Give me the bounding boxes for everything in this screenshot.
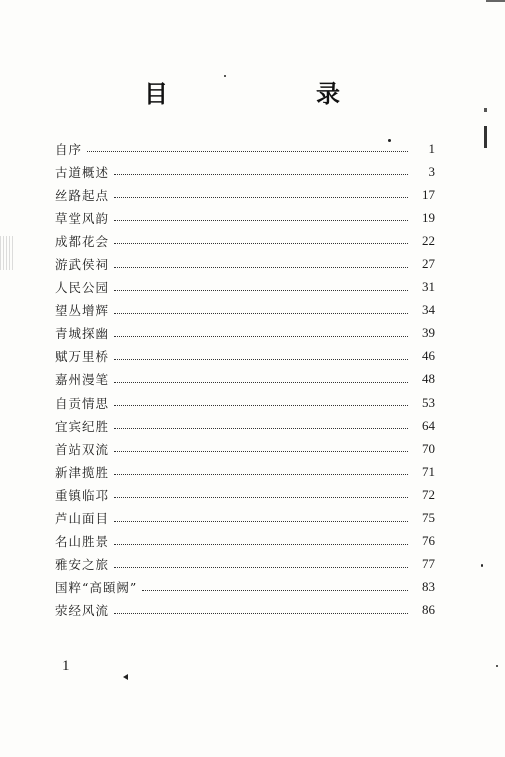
toc-entry-page: 46 [422,348,435,364]
toc-leader-dots [114,197,408,198]
toc-leader-dots [114,382,408,383]
toc-entry-title: 雅安之旅 [55,557,110,573]
toc-entry-title: 芦山面目 [55,511,110,527]
scan-speck [224,75,226,77]
toc-entry-page: 64 [422,417,435,433]
toc-leader-dots [114,428,408,429]
toc-entry [55,345,435,368]
toc-leader-dots [114,405,408,406]
toc-entry-page: 1 [428,140,435,156]
toc-entry-page: 72 [422,486,435,502]
toc-leader-dots [114,267,408,268]
toc-entry-title: 赋万里桥 [55,349,110,365]
toc-entry [55,460,435,483]
scan-margin-mark [484,108,487,148]
toc-entry-page: 19 [422,209,435,225]
toc-entry-title: 古道概述 [55,164,110,180]
toc-entry [55,530,435,553]
toc-entry-page: 71 [422,463,435,479]
toc-leader-dots [114,613,408,614]
toc-entry-page: 22 [422,232,435,248]
toc-entry-title: 自贡情思 [55,395,110,411]
page-title [0,74,505,108]
toc-entry [55,599,435,622]
toc-entry-title: 重镇临邛 [55,487,110,503]
toc-leader-dots [87,151,408,152]
toc-entry [55,229,435,252]
toc-entry-page: 17 [422,186,435,202]
toc-entry-page: 83 [422,579,435,595]
toc-leader-dots [114,544,408,545]
toc-entry [55,437,435,460]
toc-entry-title: 荥经风流 [55,603,110,619]
toc-entry-title: 嘉州漫笔 [55,372,110,388]
toc-leader-dots [114,359,408,360]
toc-entry-title: 宜宾纪胜 [55,418,110,434]
toc-entry-page: 76 [422,533,435,549]
toc-entry-page: 31 [422,279,435,295]
page-number: 1 [62,658,70,674]
toc-entry [55,483,435,506]
toc-leader-dots [114,243,408,244]
toc-entry-page: 48 [422,371,435,387]
scan-binding-shadow [0,236,14,270]
title-char-right: 录 [316,79,340,108]
toc-entry-title: 新津揽胜 [55,464,110,480]
scan-speck [388,139,391,142]
toc-leader-dots [142,590,408,591]
scan-speck-arrow [123,674,128,680]
toc-leader-dots [114,313,408,314]
toc-leader-dots [114,220,408,221]
toc-entry-title: 游武侯祠 [55,257,110,273]
toc-entry-title: 成都花会 [55,233,110,249]
toc-entry [55,206,435,229]
scan-speck [496,665,498,667]
toc-entry-title: 自序 [55,141,83,157]
toc-entry [55,137,435,160]
toc-entry-page: 27 [422,256,435,272]
toc-leader-dots [114,521,408,522]
toc-entry-page: 34 [422,302,435,318]
toc-entry-page: 77 [422,556,435,572]
toc-leader-dots [114,174,408,175]
toc-entry-title: 首站双流 [55,441,110,457]
toc-entry [55,160,435,183]
toc-leader-dots [114,497,408,498]
toc-leader-dots [114,451,408,452]
toc-entry-page: 3 [428,163,435,179]
toc-leader-dots [114,474,408,475]
toc-entry [55,276,435,299]
toc-entry-title: 国粹“高頣阙” [55,580,138,596]
toc-entry [55,553,435,576]
table-of-contents [55,137,435,622]
scan-speck [481,564,483,567]
toc-entry [55,391,435,414]
toc-leader-dots [114,336,408,337]
toc-entry [55,507,435,530]
toc-leader-dots [114,567,408,568]
toc-entry [55,299,435,322]
toc-entry-title: 草堂风韵 [55,210,110,226]
scan-edge-mark [486,0,505,2]
toc-entry-title: 望丛增辉 [55,303,110,319]
toc-entry-page: 70 [422,440,435,456]
toc-entry-page: 53 [422,394,435,410]
toc-entry [55,576,435,599]
toc-leader-dots [114,290,408,291]
toc-entry-page: 86 [422,602,435,618]
toc-entry-title: 人民公园 [55,280,110,296]
toc-entry [55,322,435,345]
toc-entry [55,252,435,275]
toc-entry-title: 名山胜景 [55,534,110,550]
toc-entry [55,368,435,391]
toc-entry-title: 丝路起点 [55,187,110,203]
title-char-left: 目 [144,79,168,108]
toc-entry-title: 青城探幽 [55,326,110,342]
toc-entry [55,414,435,437]
toc-entry [55,183,435,206]
toc-entry-page: 39 [422,325,435,341]
toc-entry-page: 75 [422,510,435,526]
